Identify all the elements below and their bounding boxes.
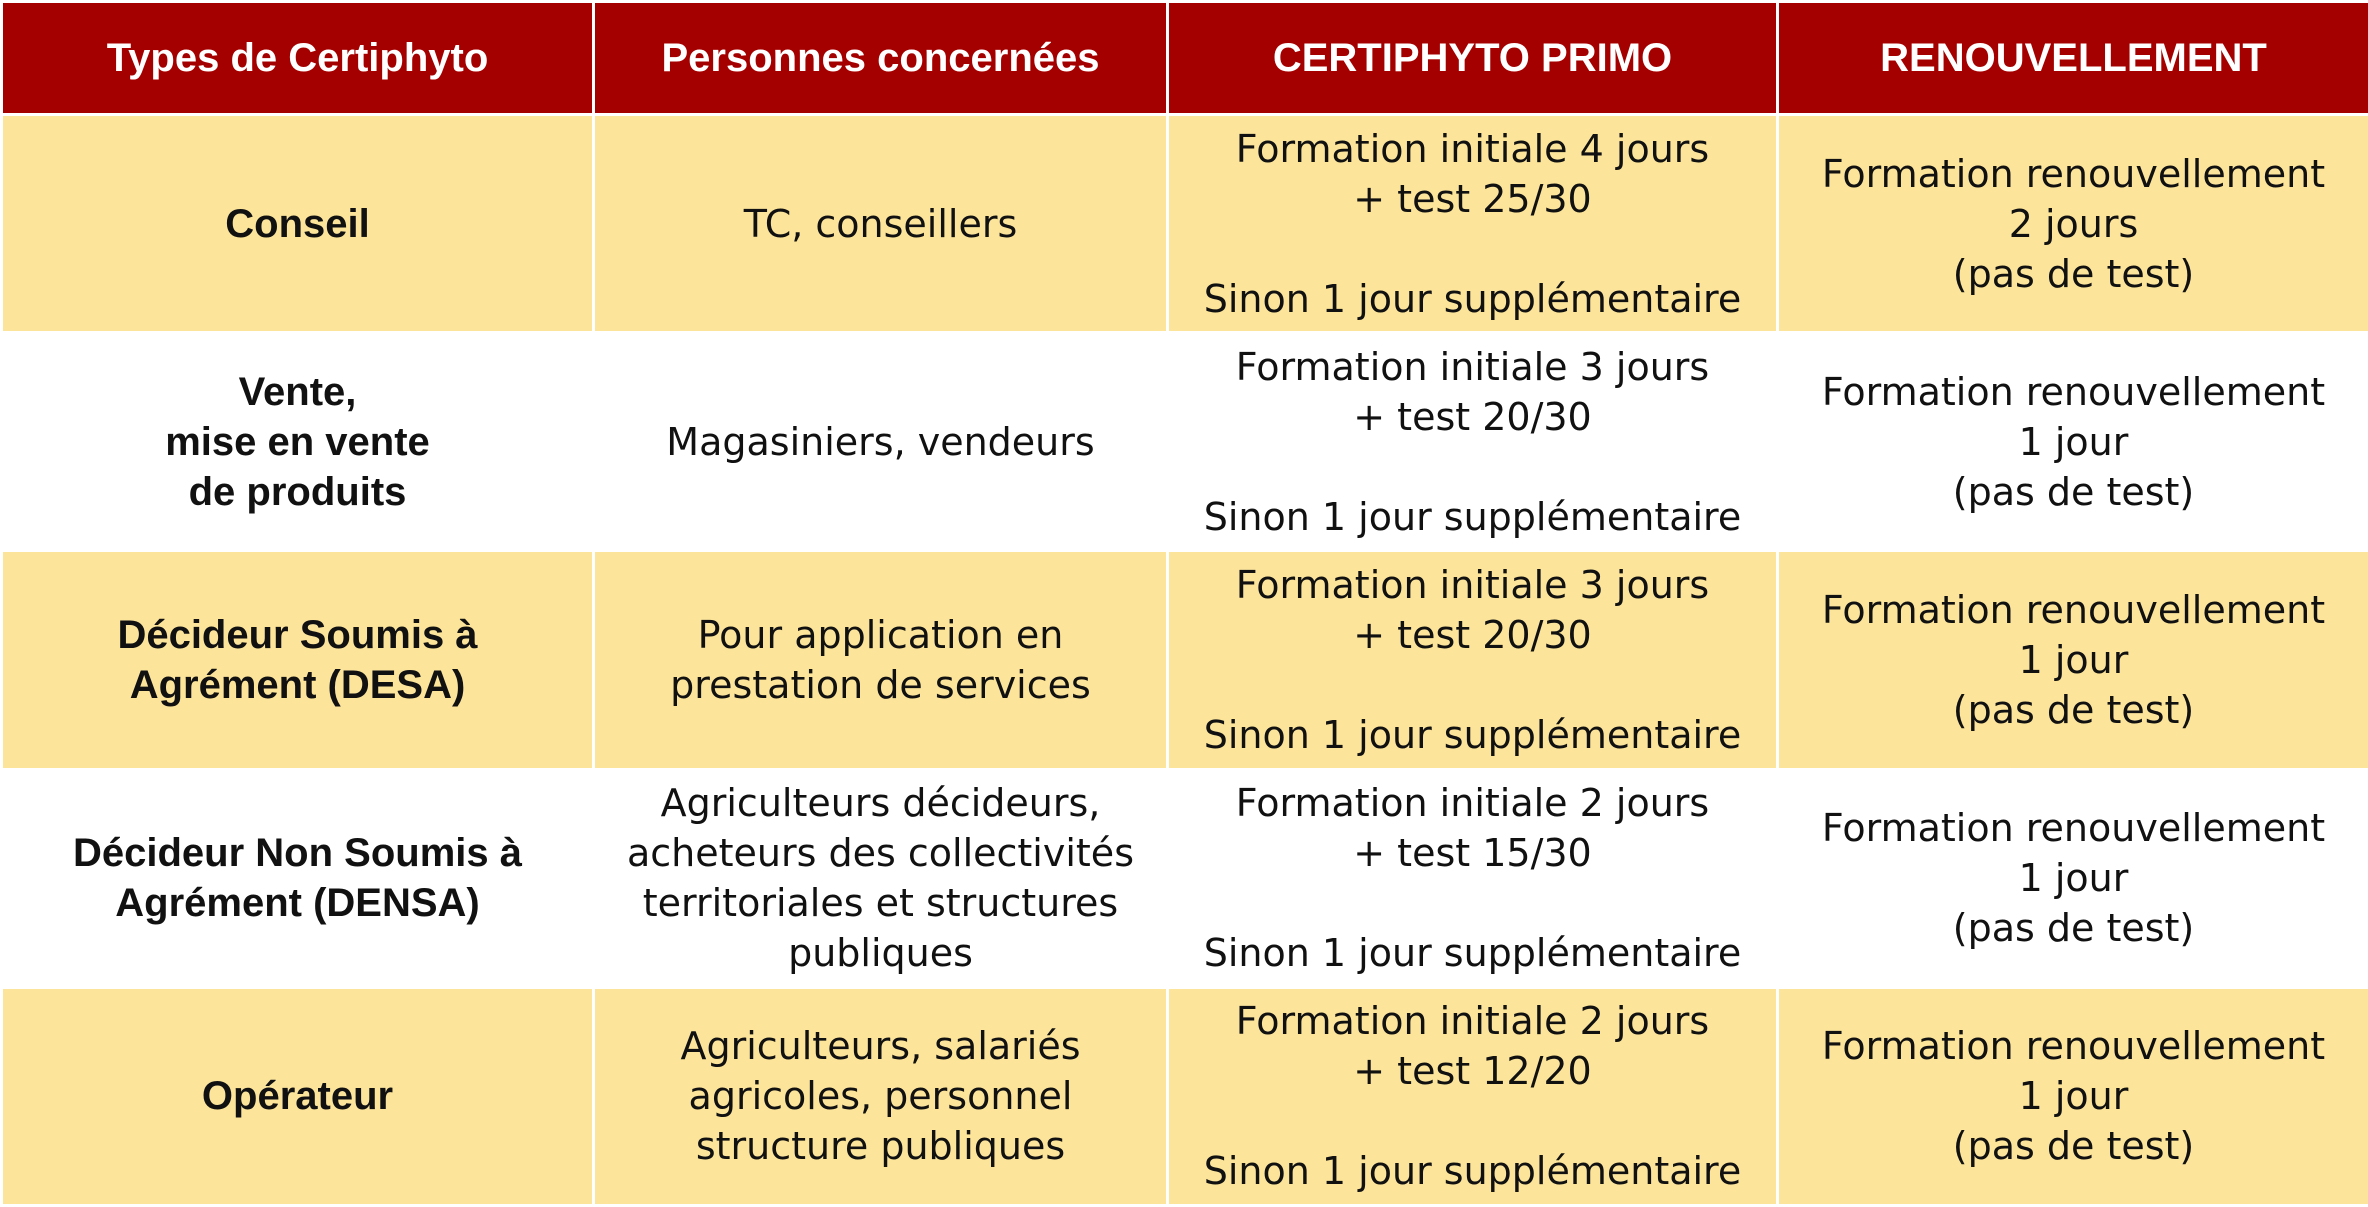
primo-test: + test 25/30 (1353, 176, 1592, 221)
type-line: Décideur Non Soumis à (73, 831, 522, 876)
primo-formation: Formation initiale 2 jours (1235, 999, 1710, 1044)
type-line: Vente, (238, 369, 357, 414)
renouvellement-note: (pas de test) (1952, 906, 2195, 951)
renouvellement-note: (pas de test) (1952, 251, 2195, 296)
cell-type (2, 987, 594, 1205)
primo-formation: Formation initiale 3 jours (1235, 344, 1710, 389)
renouvellement-line: Formation renouvellement (1821, 369, 2326, 414)
primo-test: + test 12/20 (1353, 1049, 1592, 1094)
spacer (1179, 1096, 1766, 1146)
renouvellement-duration: 1 jour (2018, 419, 2129, 464)
cell-type (2, 551, 594, 769)
type-line: mise en vente (165, 419, 430, 464)
renouvellement-line: Formation renouvellement (1821, 587, 2326, 632)
type-line: Conseil (225, 201, 370, 246)
renouvellement-duration: 1 jour (2018, 856, 2129, 901)
spacer (1179, 442, 1766, 492)
cell-persons (594, 769, 1168, 987)
primo-sinon: Sinon 1 jour supplémentaire (1203, 1149, 1742, 1194)
cell-type (2, 769, 594, 987)
renouvellement-note: (pas de test) (1952, 469, 2195, 514)
cell-primo (1168, 987, 1778, 1205)
primo-sinon: Sinon 1 jour supplémentaire (1203, 494, 1742, 539)
renouvellement-note: (pas de test) (1952, 687, 2195, 732)
primo-test: + test 20/30 (1353, 612, 1592, 657)
table-row (2, 769, 2368, 987)
cell-persons (594, 551, 1168, 769)
renouvellement-line: Formation renouvellement (1821, 151, 2326, 196)
persons-line: prestation de services (670, 662, 1091, 707)
type-line: Agrément (DESA) (129, 662, 466, 707)
cell-primo (1168, 551, 1778, 769)
header-renouvellement: RENOUVELLEMENT (1778, 2, 2368, 115)
persons-line: Agriculteurs décideurs, (660, 781, 1101, 826)
cell-renouvellement (1778, 333, 2368, 551)
table-row (2, 333, 2368, 551)
header-persons: Personnes concernées (594, 2, 1168, 115)
primo-formation: Formation initiale 4 jours (1235, 126, 1710, 171)
persons-line: Agriculteurs, salariés (680, 1024, 1081, 1069)
persons-line: structure publiques (695, 1124, 1066, 1169)
type-line: Opérateur (201, 1074, 394, 1119)
persons-line: territoriales et structures (642, 881, 1119, 926)
cell-persons (594, 333, 1168, 551)
persons-line: agricoles, personnel (688, 1074, 1073, 1119)
renouvellement-line: Formation renouvellement (1821, 1024, 2326, 1069)
header-primo: CERTIPHYTO PRIMO (1168, 2, 1778, 115)
primo-sinon: Sinon 1 jour supplémentaire (1203, 712, 1742, 757)
primo-sinon: Sinon 1 jour supplémentaire (1203, 276, 1742, 321)
table-row (2, 987, 2368, 1205)
cell-persons (594, 987, 1168, 1205)
primo-test: + test 20/30 (1353, 394, 1592, 439)
spacer (1179, 660, 1766, 710)
cell-persons (594, 115, 1168, 333)
persons-line: Magasiniers, vendeurs (666, 419, 1095, 464)
spacer (1179, 878, 1766, 928)
header-row (2, 2, 2368, 115)
persons-line: acheteurs des collectivités (627, 831, 1134, 876)
type-line: de produits (188, 469, 407, 514)
cell-renouvellement (1778, 769, 2368, 987)
renouvellement-duration: 1 jour (2018, 1074, 2129, 1119)
primo-formation: Formation initiale 3 jours (1235, 562, 1710, 607)
primo-formation: Formation initiale 2 jours (1235, 781, 1710, 826)
persons-line: Pour application en (697, 612, 1064, 657)
persons-line: TC, conseillers (743, 201, 1018, 246)
cell-type (2, 115, 594, 333)
cell-primo (1168, 333, 1778, 551)
renouvellement-duration: 1 jour (2018, 637, 2129, 682)
cell-primo (1168, 115, 1778, 333)
persons-line: publiques (788, 931, 973, 976)
type-line: Agrément (DENSA) (115, 881, 480, 926)
renouvellement-note: (pas de test) (1952, 1124, 2195, 1169)
table-row (2, 115, 2368, 333)
cell-renouvellement (1778, 115, 2368, 333)
cell-type (2, 333, 594, 551)
renouvellement-line: Formation renouvellement (1821, 806, 2326, 851)
spacer (1179, 224, 1766, 274)
cell-renouvellement (1778, 551, 2368, 769)
type-line: Décideur Soumis à (117, 612, 478, 657)
primo-sinon: Sinon 1 jour supplémentaire (1203, 931, 1742, 976)
primo-test: + test 15/30 (1353, 831, 1592, 876)
cell-renouvellement (1778, 987, 2368, 1205)
renouvellement-duration: 2 jours (2008, 201, 2139, 246)
table-row (2, 551, 2368, 769)
header-types: Types de Certiphyto (2, 2, 594, 115)
cell-primo (1168, 769, 1778, 987)
